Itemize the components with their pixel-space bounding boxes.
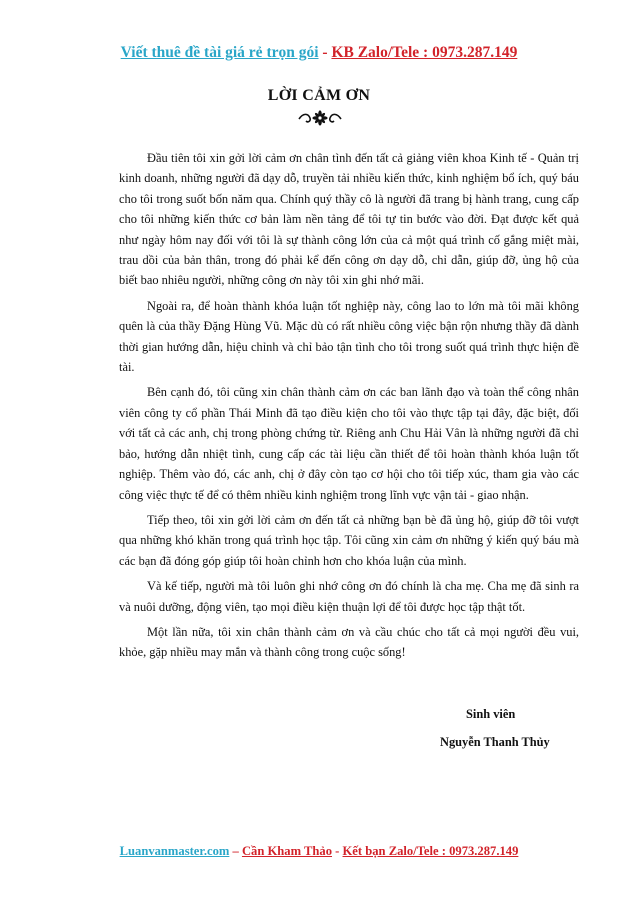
footer-hyphen: - [332,844,343,858]
acknowledgement-body [119,148,579,668]
paragraph: Tiếp theo, tôi xin gởi lời cảm ơn đến tất cả những bạn bè đã ủng hộ, giúp đỡ tôi vượt qua những khó khăn trong quá trình học tập. Tôi cũng xin cảm ơn những ý kiến quý báu mà các bạn đã đóng góp giúp tôi hoàn chỉnh hơn cho khóa luận của mình. [119,512,579,568]
header-banner [0,44,638,62]
paragraph: Đầu tiên tôi xin gởi lời cảm ơn chân tình đến tất cả giảng viên khoa Kinh tế - Quản trị kinh doanh, những người đã dạy dỗ, truyền tải nhiều kiến thức, kinh nghiệm bổ ích, quý báu cho tôi trong suốt bốn năm qua. Chính quý thầy cô là người đã trang bị hành trang, cung cấp cho tôi những kiến thức cơ bản làm nền tảng để tôi tự tin bước vào đời. Đạt được kết quả như ngày hôm nay đối với tôi là sự thành công lớn của cả một quá trình cố gắng miệt mài, trau dồi của bản thân, trong đó phải kể đến công ơn dạy dỗ, chỉ dẫn, giúp đỡ, ủng hộ của biết bao nhiêu người, những công ơn này tôi xin ghi nhớ mãi. [119,151,579,288]
paragraph: Ngoài ra, để hoàn thành khóa luận tốt nghiệp này, công lao to lớn mà tôi mãi không quên là của thầy Đặng Hùng Vũ. Mặc dù có rất nhiều công việc bận rộn nhưng thầy đã dành thời gian hướng dẫn, hiệu chỉnh và chỉ bảo tận tình cho tôi trong suốt quá trình thực hiện đề tài. [119,298,579,375]
footer-dash: – [229,844,242,858]
floral-divider-icon [297,110,343,126]
footer-contact-link[interactable]: Kết bạn Zalo/Tele : 0973.287.149 [342,844,519,858]
paragraph: Và kế tiếp, người mà tôi luôn ghi nhớ công ơn đó chính là cha mẹ. Cha mẹ đã sinh ra và nuôi dưỡng, động viên, tạo mọi điều kiện thuận lợi để tôi được học tập thật tốt. [119,579,579,614]
footer-banner [0,844,638,859]
header-separator: - [318,44,332,61]
footer-site-link[interactable]: Luanvanmaster.com [119,844,230,858]
signature-role: Sinh viên [466,707,516,721]
header-contact-link[interactable]: KB Zalo/Tele : 0973.287.149 [331,44,518,61]
page-title: LỜI CẢM ƠN [267,87,371,104]
paragraph: Một lần nữa, tôi xin chân thành cảm ơn và cầu chúc cho tất cả mọi người đều vui, khỏe, gặp nhiều may mắn và thành công trong cuộc sống! [119,624,579,660]
header-link[interactable]: Viết thuê đề tài giá rẻ trọn gói [120,44,319,61]
footer-author-link[interactable]: Cần Kham Thảo [241,844,333,858]
signature-name: Nguyễn Thanh Thủy [440,735,550,749]
paragraph: Bên cạnh đó, tôi cũng xin chân thành cảm ơn các ban lãnh đạo và toàn thể công nhân viên công ty cổ phần Thái Minh đã tạo điều kiện cho tôi vào thực tập tại đây, đặc biệt, đối với tất cả các anh, chị trong phòng chứng từ. Riêng anh Chu Hải Vân là những người đã chỉ bảo, hướng dẫn nhiệt tình, cung cấp các tài liệu cần thiết để tôi hoàn thành khóa luận tốt nghiệp. Thêm vào đó, các anh, chị ở đây còn tạo cơ hội cho tôi tiếp xúc, tham gia vào các công việc thực tế để có thêm nhiều kinh nghiệm trong lĩnh vực vận tải - giao nhận. [119,385,579,502]
